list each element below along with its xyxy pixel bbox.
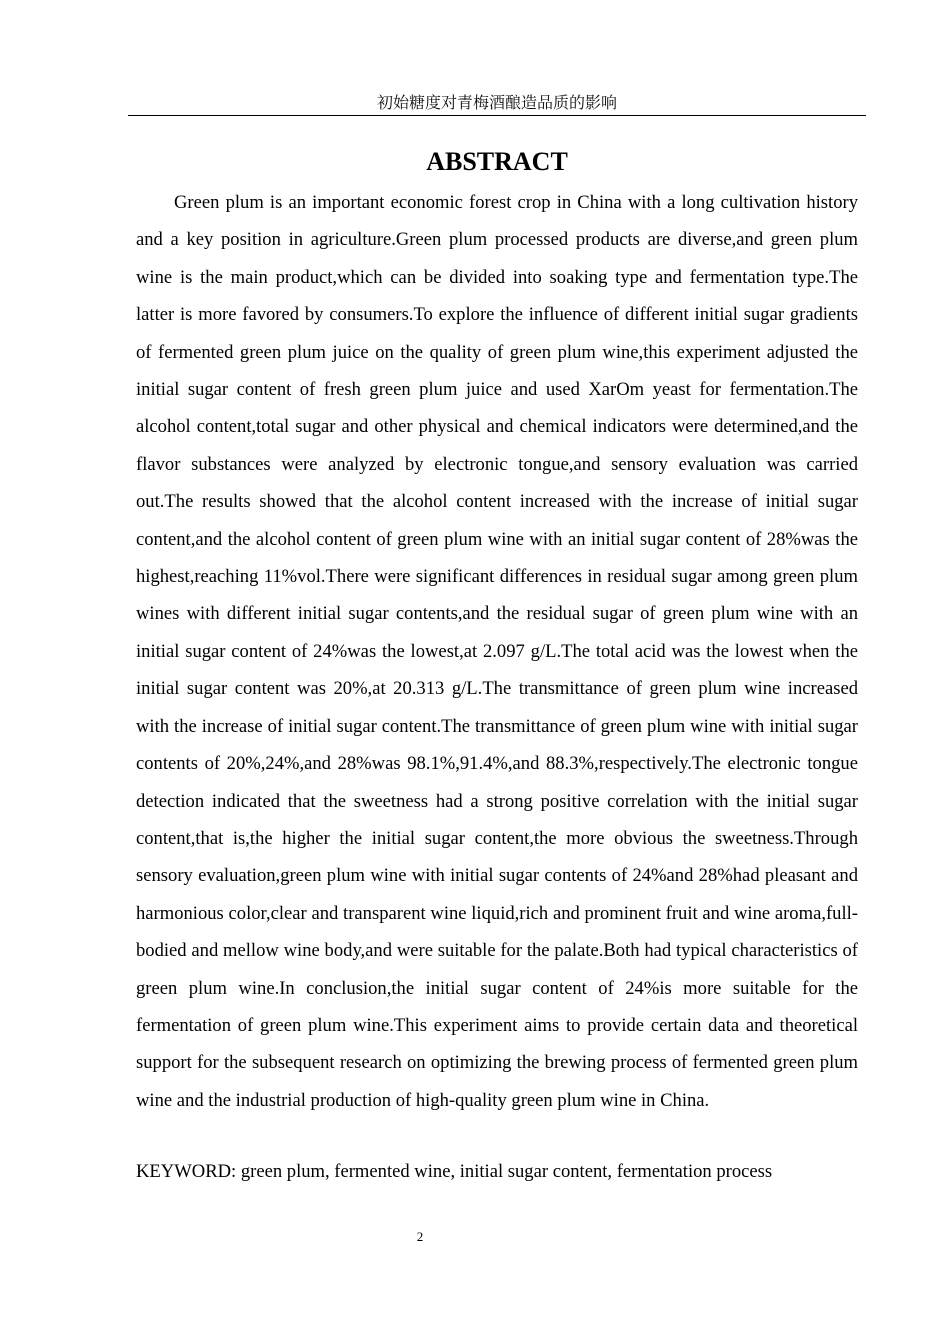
header-rule xyxy=(128,115,866,116)
keywords-line: KEYWORD: green plum, fermented wine, initial sugar content, fermentation process xyxy=(136,1161,773,1182)
abstract-heading: ABSTRACT xyxy=(426,147,568,176)
page-number: 2 xyxy=(416,1229,424,1244)
running-header: 初始糖度对青梅酒酿造品质的影响 xyxy=(376,93,617,112)
abstract-body: Green plum is an important economic forest crop in China with a long cultivation history and a key position in agriculture.Green plum processed products are diverse,and green plum wine is the main product,which can be divided into soaking type and fermentation type.The latter is more favored by consumers.To explore the influence of different initial sugar gradients of fermented green plum juice on the quality of green plum wine,this experiment adjusted the initial sugar content of fresh green plum juice and used XarOm yeast for fermentation.The alcohol content,total sugar and other physical and chemical indicators were determined,and the flavor substances were analyzed by electronic tongue,and sensory evaluation was carried out.The results showed that the alcohol content increased with the increase of initial sugar content,and the alcohol content of green plum wine with an initial sugar content of 28%was the highest,reaching 11%vol.There were significant differences in residual sugar among green plum wines with different initial sugar contents,and the residual sugar of green plum wine with an initial sugar content of 24%was the lowest,at 2.097 g/L.The total acid was the lowest when the initial sugar content was 20%,at 20.313 g/L.The transmittance of green plum wine increased with the increase of initial sugar content.The transmittance of green plum wine with initial sugar contents of 20%,24%,and 28%was 98.1%,91.4%,and 88.3%,respectively.The electronic tongue detection indicated that the sweetness had a strong positive correlation with the initial sugar content,that is,the higher the initial sugar content,the more obvious the sweetness.Through sensory evaluation,green plum wine with initial sugar contents of 24%and 28%had pleasant and harmonious color,clear and transparent wine liquid,rich and prominent fruit and wine aroma,full-bodied and mellow wine body,and were suitable for the palate.Both had typical characteristics of green plum wine.In conclusion,the initial sugar content of 24%is more suitable for the fermentation of green plum wine.This experiment aims to provide certain data and theoretical support for the subsequent research on optimizing the brewing process of fermented green plum wine and the industrial production of high-quality green plum wine in China. xyxy=(136,192,858,1111)
